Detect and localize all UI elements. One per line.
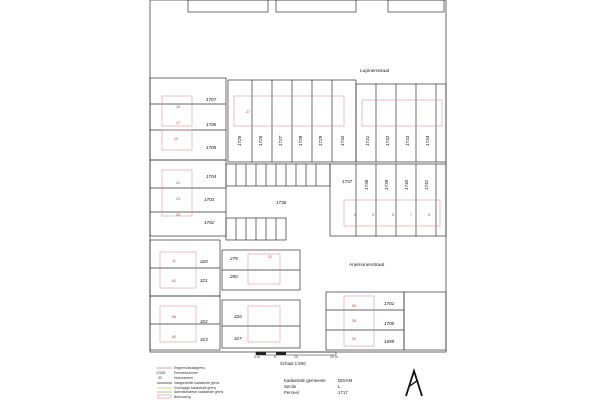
scale-bar xyxy=(254,352,338,366)
legend-item: Erfgrens/straatgrens xyxy=(174,366,205,370)
info-sectie-value: L xyxy=(338,384,341,389)
parcel-labels xyxy=(200,97,430,344)
parcel-row-right-upper xyxy=(356,84,446,162)
garage-row-top xyxy=(226,164,330,186)
parcel-lower-far-right xyxy=(404,292,446,350)
house-number: 11 xyxy=(172,259,176,263)
parcel-number: 1727 xyxy=(278,135,283,146)
parcel-number: 1730 xyxy=(340,135,345,146)
parcel-number: 327 xyxy=(234,336,242,341)
house-number: 21 xyxy=(176,181,180,185)
info-gemeente-value: DIDAM xyxy=(338,378,353,383)
house-number: 61 xyxy=(172,279,176,283)
legend-code: 33 xyxy=(158,376,162,380)
parcel-number: 321 xyxy=(200,278,208,283)
map-frame xyxy=(150,0,446,352)
house-number: 1 xyxy=(354,213,356,217)
house-number: 35 xyxy=(352,319,356,323)
parcel-number: 1726 xyxy=(258,135,263,146)
parcel-top-left xyxy=(188,0,268,12)
right-upper-row xyxy=(356,84,446,162)
parcel-number: 1736 xyxy=(276,200,287,205)
scale-label: Schaal 1:500 xyxy=(280,361,306,366)
building xyxy=(160,252,196,288)
house-number: 3 xyxy=(372,213,374,217)
parcel-number: 1732 xyxy=(385,135,390,146)
parcel-number: 1741 xyxy=(424,179,429,190)
house-number: 9 xyxy=(428,213,430,217)
scale-tick: 5 xyxy=(274,355,276,359)
parcel-number: 1705 xyxy=(206,145,217,150)
kadaster-logo xyxy=(406,371,422,396)
parcel-number: 1702 xyxy=(204,220,215,225)
parcel-number: 1699 xyxy=(384,339,395,344)
legend-item: Bebouwing xyxy=(174,395,191,399)
scale-tick: 20 m xyxy=(330,355,338,359)
building xyxy=(344,296,374,346)
house-number: 25 xyxy=(176,213,180,217)
parcel-number: 1731 xyxy=(365,135,370,146)
parcel-info xyxy=(284,378,352,395)
legend-item: Huisnummer xyxy=(174,376,194,380)
parcel-number: 1700 xyxy=(384,321,395,326)
parcel-number: 1740 xyxy=(404,179,409,190)
house-number: 31 xyxy=(268,255,272,259)
parcel-number: 280 xyxy=(230,274,238,279)
parcel-number: 1737 xyxy=(342,179,353,184)
house-number: 17 xyxy=(176,121,180,125)
parcel-number: 323 xyxy=(200,337,208,342)
parcel-top-right xyxy=(388,0,444,12)
legend-item: Vastgestelde kadastrale grens xyxy=(174,381,220,385)
scale-tick: 10 xyxy=(294,355,298,359)
house-number: 60 xyxy=(352,304,356,308)
lower-mid-block xyxy=(222,250,300,348)
parcel-number: 1706 xyxy=(206,122,217,127)
house-number: 19 xyxy=(174,137,178,141)
building xyxy=(248,254,280,284)
parcel-number: 322 xyxy=(200,319,208,324)
lower-left-block xyxy=(150,240,220,350)
parcel-number: 326 xyxy=(234,314,242,319)
house-number: 58 xyxy=(172,315,176,319)
street-label-anemonen: Anemonenstraat xyxy=(349,263,385,268)
scale-tick: 0 m xyxy=(254,355,260,359)
parcel-number: 1739 xyxy=(384,179,389,190)
parcel-number: 1707 xyxy=(206,97,217,102)
parcel-number: 1725 xyxy=(237,135,242,146)
house-number: 7 xyxy=(410,213,412,217)
info-perceel-label: Perceel xyxy=(284,390,299,395)
building xyxy=(248,306,280,342)
house-number: 33 xyxy=(352,337,356,341)
parcel-number: 1701 xyxy=(384,301,395,306)
building xyxy=(162,170,192,216)
legend xyxy=(156,366,223,399)
legend-code: 12345 xyxy=(156,371,166,375)
parcel-top-mid xyxy=(276,0,356,12)
building xyxy=(234,96,344,126)
building xyxy=(362,100,442,126)
house-number: 23 xyxy=(176,197,180,201)
info-perceel-value: 1717 xyxy=(338,390,348,395)
house-number: 5 xyxy=(392,213,394,217)
parcel-number: 1703 xyxy=(204,197,215,202)
parcel-number: 320 xyxy=(200,259,208,264)
parcel-number: 1728 xyxy=(298,135,303,146)
upper-row xyxy=(228,80,356,162)
legend-item: Voorlopige kadastrale grens xyxy=(174,386,217,390)
street-label-lupine: Lupinenstraat xyxy=(360,69,390,74)
parcel-block-left-mid xyxy=(150,160,226,236)
parcel-number: 1738 xyxy=(364,179,369,190)
parcel-number: 1729 xyxy=(318,135,323,146)
house-number: 62 xyxy=(172,335,176,339)
house-number: 27 xyxy=(246,110,250,114)
legend-item: Administratieve kadastrale grens xyxy=(174,390,224,394)
info-sectie-label: Sectie xyxy=(284,384,297,389)
info-gemeente-label: Kadastrale gemeente xyxy=(284,378,326,383)
parcel-number: 1704 xyxy=(206,174,217,179)
parcel-number: 1734 xyxy=(425,135,430,146)
parcel-number: 1733 xyxy=(405,135,410,146)
house-number: 15 xyxy=(176,105,180,109)
right-mid-row xyxy=(330,164,446,236)
parcel-number: 279 xyxy=(230,256,238,261)
legend-item: Perceelnummer xyxy=(174,371,198,375)
